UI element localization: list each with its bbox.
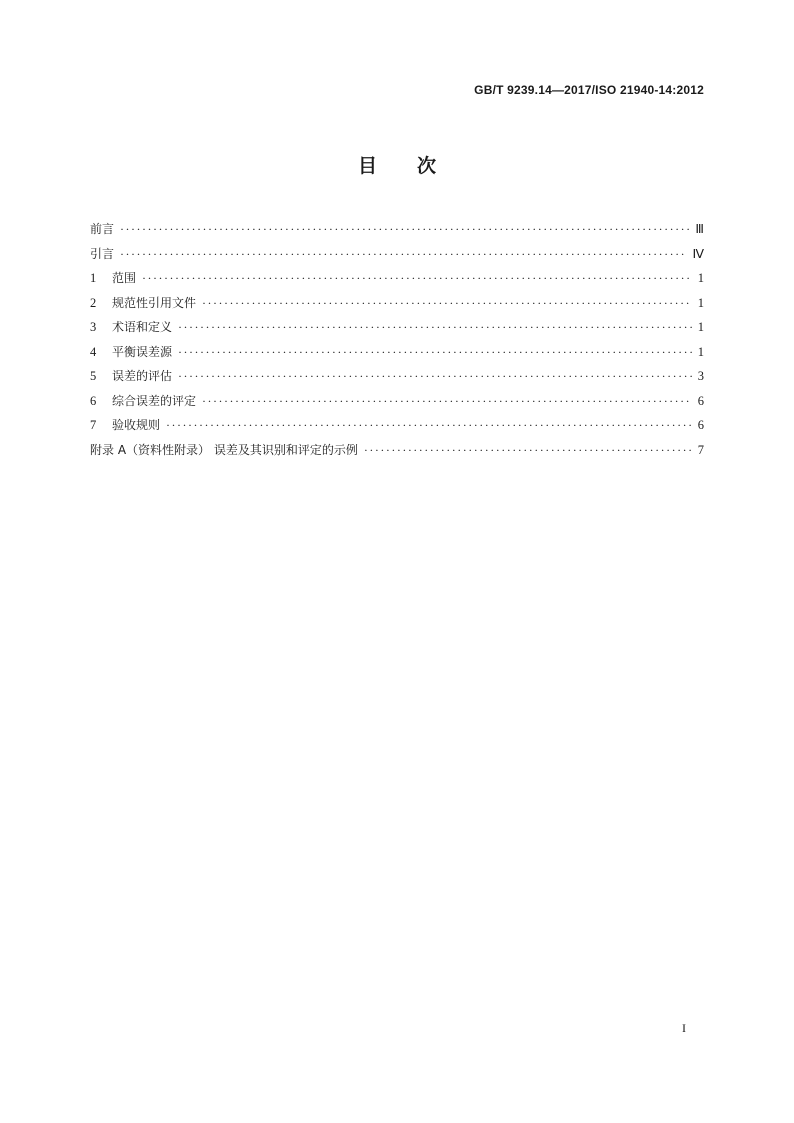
standard-number-header: GB/T 9239.14—2017/ISO 21940-14:2012	[474, 83, 704, 97]
toc-entry-label: 附录 A（资料性附录） 误差及其识别和评定的示例	[90, 442, 358, 457]
toc-entry[interactable]	[90, 291, 704, 316]
toc-entry-number: 2	[90, 295, 97, 310]
toc-entry-label: 3 术语和定义	[90, 315, 172, 340]
toc-entry-label: 4 平衡误差源	[90, 340, 172, 365]
page-title: 目次	[357, 155, 476, 177]
toc-entry[interactable]	[90, 364, 704, 389]
toc-entry-label: 5 误差的评估	[90, 364, 172, 389]
toc-dot-leader	[142, 266, 692, 291]
toc-entry-page: 6	[697, 418, 704, 432]
toc-entry[interactable]	[90, 389, 704, 414]
toc-dot-leader	[364, 438, 692, 463]
toc-entry-label: 1 范围	[90, 266, 136, 291]
toc-entry[interactable]	[90, 413, 704, 438]
table-of-contents	[90, 217, 704, 462]
toc-entry-page: 1	[697, 271, 704, 285]
toc-dot-leader	[178, 364, 692, 389]
toc-dot-leader	[120, 242, 686, 267]
footer-page-number: I	[682, 1021, 686, 1035]
toc-entry-label: 6 综合误差的评定	[90, 389, 196, 414]
toc-entry-number: 4	[90, 344, 97, 359]
toc-entry-number: 1	[90, 271, 97, 285]
toc-entry-page: 7	[697, 442, 704, 457]
toc-entry[interactable]	[90, 266, 704, 291]
toc-entry-label: 前言	[90, 222, 115, 236]
toc-dot-leader	[202, 291, 692, 316]
toc-dot-leader	[202, 389, 692, 414]
toc-entry-number: 5	[90, 369, 97, 383]
toc-entry-label: 引言	[90, 246, 115, 261]
toc-entry-page: 1	[697, 344, 704, 359]
toc-entry-number: 6	[90, 393, 97, 408]
toc-entry-page: Ⅳ	[692, 246, 704, 261]
toc-entry[interactable]	[90, 438, 704, 463]
toc-entry-page: 3	[697, 369, 704, 383]
toc-entry[interactable]	[90, 315, 704, 340]
toc-entry-page: Ⅲ	[695, 222, 704, 236]
toc-entry[interactable]	[90, 217, 704, 242]
toc-dot-leader	[120, 217, 689, 242]
toc-dot-leader	[178, 340, 692, 365]
toc-entry-page: 1	[697, 295, 704, 310]
toc-entry[interactable]	[90, 242, 704, 267]
toc-entry-number: 3	[90, 320, 97, 334]
toc-entry-number: 7	[90, 418, 97, 432]
toc-dot-leader	[166, 413, 692, 438]
toc-dot-leader	[178, 315, 692, 340]
toc-entry[interactable]	[90, 340, 704, 365]
toc-entry-page: 1	[697, 320, 704, 334]
toc-entry-page: 6	[697, 393, 704, 408]
toc-entry-label: 2 规范性引用文件	[90, 291, 196, 316]
toc-entry-label: 7 验收规则	[90, 413, 160, 438]
